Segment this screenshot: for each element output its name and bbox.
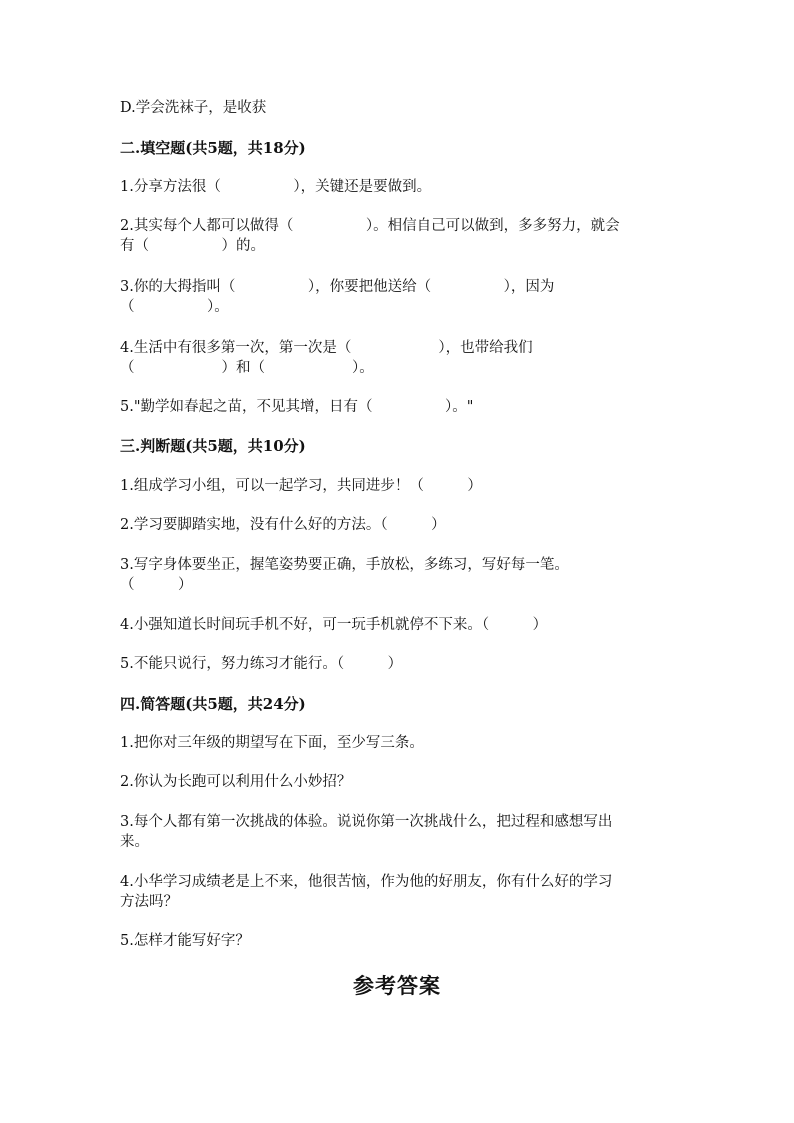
fill-section-heading: 二.填空题(共5题，共18分) [120, 139, 306, 157]
option-d: D.学会洗袜子，是收获 [120, 100, 267, 116]
short-question-2: 2.你认为长跑可以利用什么小妙招？ [120, 774, 352, 790]
judge-question-4: 4.小强知道长时间玩手机不好，可一玩手机就停不下来。（ ） [120, 617, 548, 633]
short-question-3-line-2: 来。 [120, 834, 149, 850]
short-question-3-line-1: 3.每个人都有第一次挑战的体验。说说你第一次挑战什么，把过程和感想写出 [120, 814, 613, 830]
short-question-1: 1.把你对三年级的期望写在下面，至少写三条。 [120, 735, 424, 751]
short-question-4-line-1: 4.小华学习成绩老是上不来，他很苦恼，作为他的好朋友，你有什么好的学习 [120, 874, 613, 890]
judge-question-1: 1.组成学习小组，可以一起学习，共同进步！（ ） [120, 478, 482, 494]
fill-question-3-line-1: 3.你的大拇指叫（ ），你要把他送给（ ），因为 [120, 279, 555, 295]
short-question-5: 5.怎样才能写好字？ [120, 933, 250, 949]
fill-question-2-line-1: 2.其实每个人都可以做得（ ）。相信自己可以做到，多多努力，就会 [120, 218, 620, 234]
fill-question-1: 1.分享方法很（ ），关键还是要做到。 [120, 179, 432, 195]
fill-question-4-line-1: 4.生活中有很多第一次，第一次是（ ），也带给我们 [120, 340, 533, 356]
fill-question-4-line-2: （ ）和（ ）。 [120, 360, 374, 376]
judge-section-heading: 三.判断题(共5题，共10分) [120, 437, 306, 455]
judge-question-3-line-1: 3.写字身体要坐正，握笔姿势要正确，手放松，多练习，写好每一笔。 [120, 557, 569, 573]
judge-question-5: 5.不能只说行，努力练习才能行。（ ） [120, 656, 403, 672]
answer-key-title: 参考答案 [353, 973, 441, 998]
judge-question-3-line-2: （ ） [120, 577, 193, 593]
fill-question-5: 5."勤学如春起之苗，不见其增，日有（ ）。" [120, 399, 474, 415]
short-section-heading: 四.简答题(共5题，共24分) [120, 695, 306, 713]
fill-question-2-line-2: 有（ ）的。 [120, 238, 265, 254]
fill-question-3-line-2: （ ）。 [120, 299, 229, 315]
judge-question-2: 2.学习要脚踏实地，没有什么好的方法。（ ） [120, 517, 446, 533]
short-question-4-line-2: 方法吗？ [120, 894, 178, 910]
